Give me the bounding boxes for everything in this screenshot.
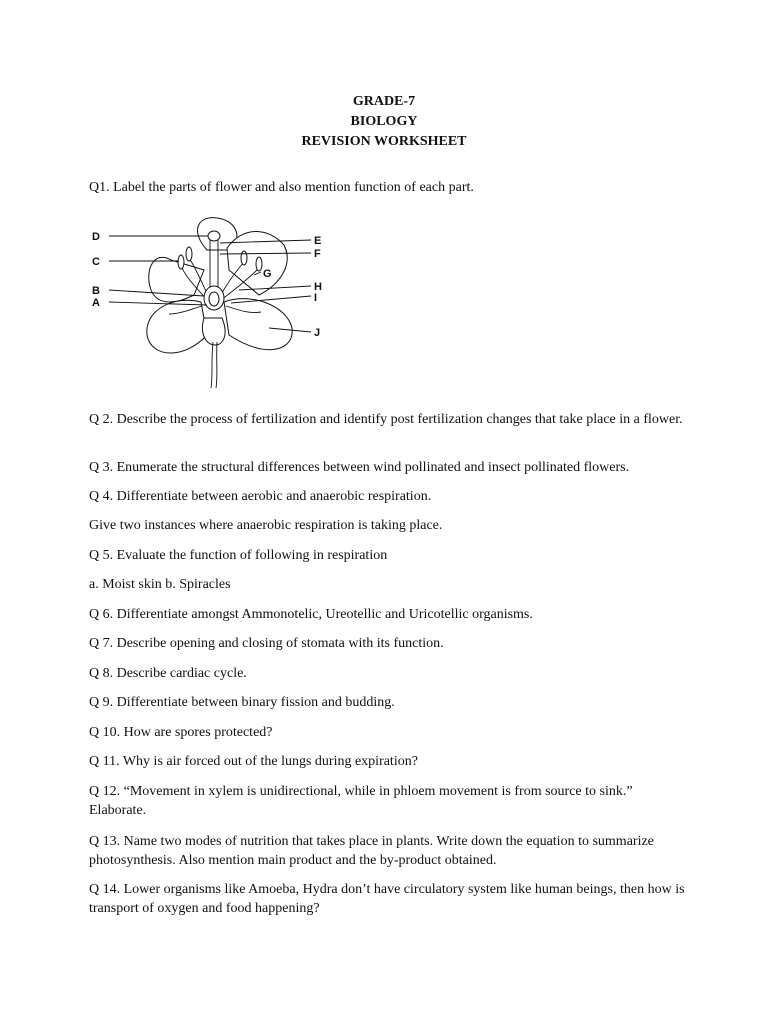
question-14: Q 14. Lower organisms like Amoeba, Hydra don’t have circulatory system like human beings, then how is transport of oxygen and food happening? — [89, 882, 685, 916]
label-e: E — [314, 235, 322, 247]
flower-stalk — [211, 342, 213, 388]
question-6: Q 6. Differentiate amongst Ammonotelic, Ureotellic and Uricotellic organisms. — [89, 607, 533, 622]
question-4: Q 4. Differentiate between aerobic and anaerobic respiration. — [89, 489, 432, 504]
question-13: Q 13. Name two modes of nutrition that takes place in plants. Write down the equation to summarize photosynthesis. Also mention main product and the by-product obtained. — [89, 834, 654, 868]
anther — [186, 247, 192, 261]
anther — [178, 255, 184, 269]
worksheet-title: REVISION WORKSHEET — [301, 134, 467, 149]
label-g: G — [263, 268, 272, 280]
subject-heading: BIOLOGY — [350, 114, 418, 129]
worksheet-header — [0, 92, 768, 152]
label-a: A — [92, 297, 100, 309]
stigma — [208, 231, 220, 241]
flower-stalk — [216, 342, 217, 388]
question-9: Q 9. Differentiate between binary fission and budding. — [89, 695, 395, 710]
question-1: Q1. Label the parts of flower and also mention function of each part. — [89, 180, 474, 195]
flower-petal — [202, 318, 225, 345]
question-7: Q 7. Describe opening and closing of stomata with its function. — [89, 636, 444, 651]
question-2: Q 2. Describe the process of fertilization and identify post fertilization changes that take place in a flower. — [89, 412, 683, 427]
label-d: D — [92, 231, 100, 243]
flower-petal — [147, 300, 207, 353]
label-j: J — [314, 327, 321, 339]
anther — [256, 257, 262, 271]
flower-drawing — [89, 210, 339, 390]
grade-heading: GRADE-7 — [352, 94, 416, 109]
label-f: F — [314, 248, 321, 260]
question-10: Q 10. How are spores protected? — [89, 725, 273, 740]
label-h: H — [314, 281, 322, 293]
question-3: Q 3. Enumerate the structural differences between wind pollinated and insect pollinated flowers. — [89, 460, 630, 475]
question-11: Q 11. Why is air forced out of the lungs during expiration? — [89, 754, 418, 769]
question-5-options: a. Moist skin b. Spiracles — [89, 577, 231, 592]
question-8: Q 8. Describe cardiac cycle. — [89, 666, 247, 681]
question-5: Q 5. Evaluate the function of following in respiration — [89, 548, 388, 563]
question-4-part-b: Give two instances where anaerobic respiration is taking place. — [89, 518, 443, 533]
label-c: C — [92, 256, 100, 268]
question-12: Q 12. “Movement in xylem is unidirectional, while in phloem movement is from source to sink.” Elaborate. — [89, 784, 633, 818]
label-b: B — [92, 285, 100, 297]
anther — [241, 251, 247, 265]
label-i: I — [314, 292, 318, 304]
ovule — [209, 292, 219, 306]
flower-petal-j — [224, 299, 292, 350]
flower-diagram — [89, 210, 339, 390]
